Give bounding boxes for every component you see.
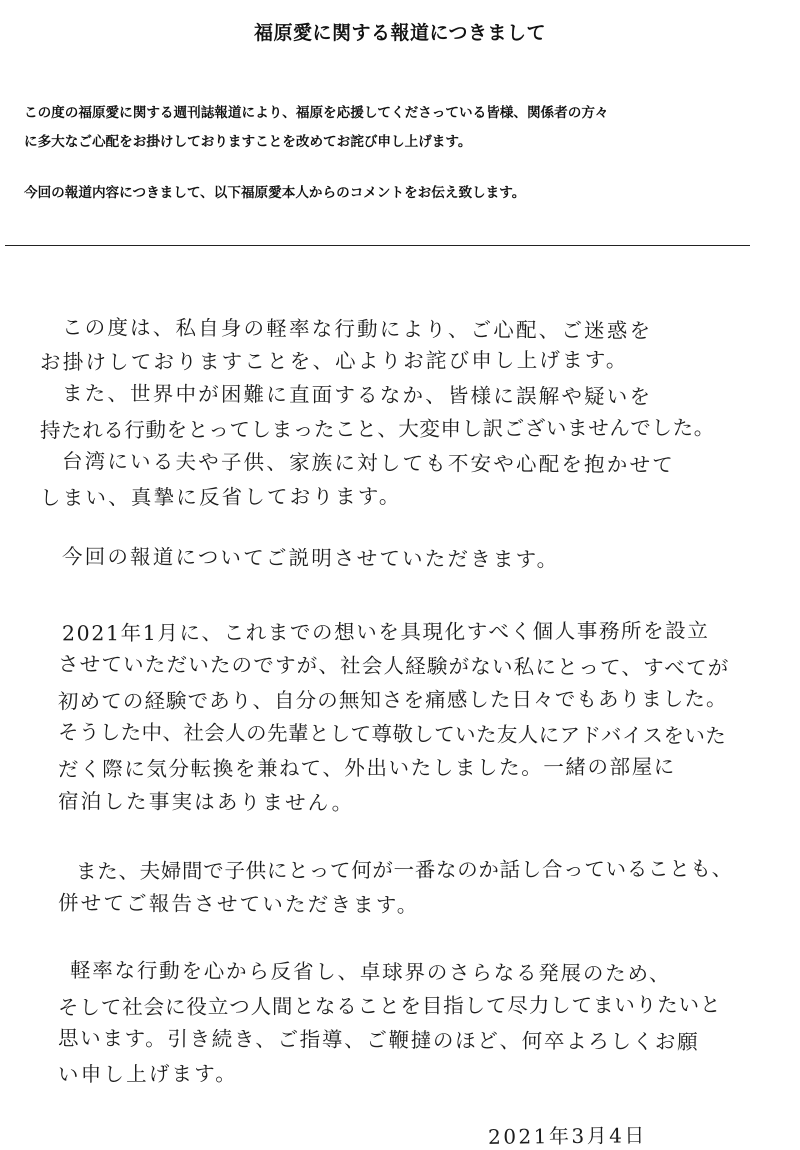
letter-line: また、世界中が困難に直面するなか、皆様に誤解や疑いを xyxy=(61,381,653,409)
letter-line: 今回の報道についてご説明させていただきます。 xyxy=(61,544,560,572)
letter-line: この度は、私自身の軽率な行動により、ご心配、ご迷惑を xyxy=(61,315,653,343)
intro-line: 今回の報道内容につきまして、以下福原愛本人からのコメントをお伝え致します。 xyxy=(24,185,526,201)
letter-line: 軽率な行動を心から反省し、卓球界のさらなる発展のため、 xyxy=(69,958,672,986)
letter-line: そうした中、社会人の先輩として尊敬していた友人にアドバイスをいた xyxy=(57,719,727,749)
letter-line: しまい、真摯に反省しております。 xyxy=(39,484,402,510)
letter-line: 2021年1月に、これまでの想いを具現化すべく個人事務所を設立 xyxy=(61,618,710,646)
letter-line: お掛けしておりますことを、心よりお詫び申し上げます。 xyxy=(39,347,629,375)
letter-line: 思います。引き続き、ご指導、ご鞭撻のほど、何卒よろしくお願 xyxy=(57,1026,700,1054)
letter-line: 持たれる行動をとってしまったこと、大変申し訳ございませんでした。 xyxy=(39,415,715,443)
divider xyxy=(5,245,750,246)
letter-line: 併せてご報告させていただきます。 xyxy=(57,890,420,918)
letter-line: また、夫婦間で子供にとって何が一番なのか話し合っていることも、 xyxy=(75,856,733,884)
letter-line: 初めての経験であり、自分の無知さを痛感した日々でもありました。 xyxy=(57,686,728,714)
intro-line: に多大なご心配をお掛けしておりますことを改めてお詫び申し上げます。 xyxy=(24,134,472,150)
letter-date: 2021年3月4日 xyxy=(487,1123,647,1149)
letter-line: そして社会に役立つ人間となることを目指して尽力してまいりたいと xyxy=(57,992,722,1020)
letter-line: だく際に気分転換を兼ねて、外出いたしました。一緒の部屋に xyxy=(57,754,676,782)
letter-line: 台湾にいる夫や子供、家族に対しても不安や心配を抱かせて xyxy=(61,449,675,477)
page-title: 福原愛に関する報道につきまして xyxy=(253,22,547,44)
letter-line: させていただいたのですが、社会人経験がない私にとって、すべてが xyxy=(57,651,730,681)
letter-line: い申し上げます。 xyxy=(57,1061,239,1087)
letter-line: 宿泊した事実はありません。 xyxy=(57,789,355,815)
intro-line: この度の福原愛に関する週刊誌報道により、福原を応援してくださっている皆様、関係者の方々 xyxy=(24,105,609,121)
